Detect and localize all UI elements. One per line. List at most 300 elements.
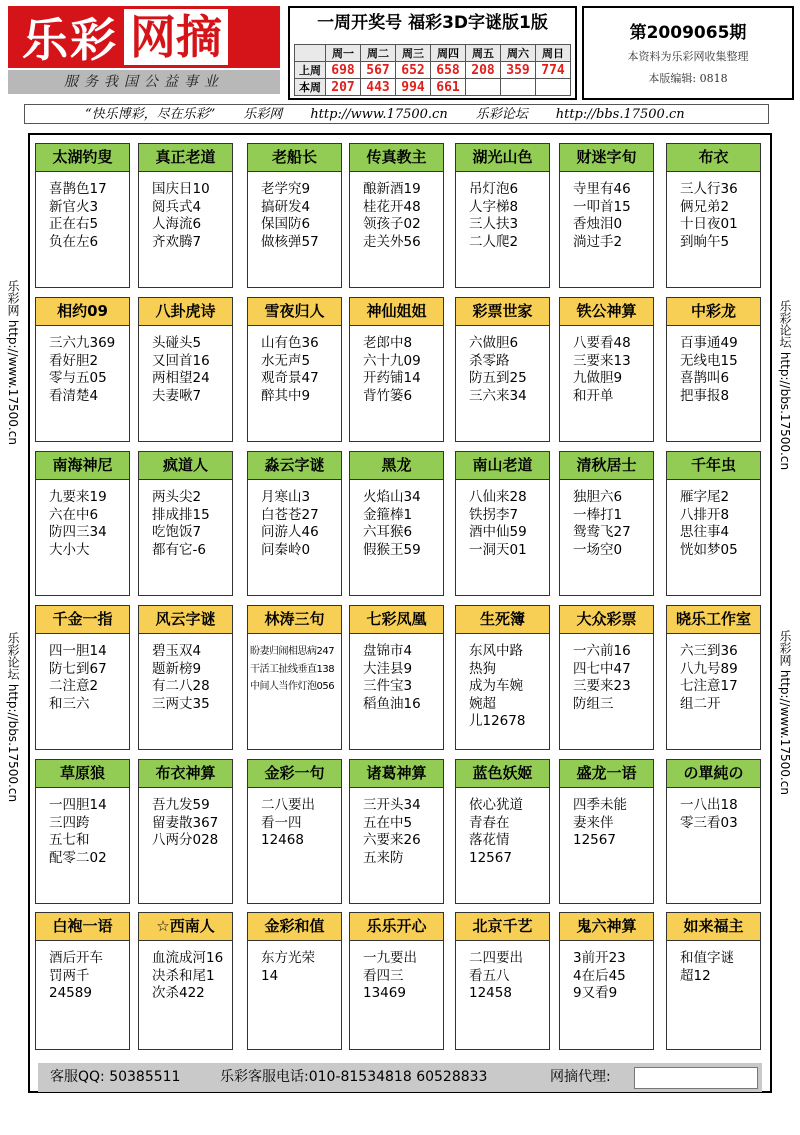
riddle-card <box>666 605 761 750</box>
riddle-line: 八要看48 <box>573 335 631 351</box>
riddle-card-title: 传真教主 <box>350 144 443 172</box>
riddle-line: 把事报8 <box>680 387 730 404</box>
draw-number: 658 <box>431 62 466 79</box>
riddle-line: 吃饱饭7 <box>152 524 202 540</box>
riddle-line: 寺里有46 <box>573 181 631 197</box>
riddle-line: 三要来13 <box>573 352 631 369</box>
riddle-card <box>455 451 550 596</box>
riddle-line: 一六前16 <box>573 643 631 659</box>
riddle-line: 六十九09 <box>363 352 421 369</box>
riddle-card-title: 诸葛神算 <box>350 760 443 788</box>
draw-number <box>466 79 501 96</box>
draw-number: 994 <box>396 79 431 96</box>
riddle-line: 干活工扯线垂直138 <box>250 663 335 675</box>
site-name: 乐彩网 <box>243 107 283 122</box>
riddle-line: 六做胆6 <box>469 335 519 351</box>
riddle-card <box>666 297 761 442</box>
riddle-card-body <box>350 634 443 713</box>
riddle-card-body <box>560 941 653 1003</box>
riddle-card-title: 大众彩票 <box>560 606 653 634</box>
riddle-line: 酒后开车 <box>49 950 103 966</box>
riddle-card-body <box>350 480 443 559</box>
riddle-card-title: 北京千艺 <box>456 913 549 941</box>
editor-note: 本版编辑: 0818 <box>648 72 728 85</box>
forum-name: 乐彩论坛 <box>475 107 528 122</box>
riddle-card-body <box>667 941 760 985</box>
riddle-card <box>138 451 233 596</box>
riddle-card <box>666 143 761 288</box>
riddle-card-title: 如来福主 <box>667 913 760 941</box>
weekday-header: 周一 <box>326 45 361 62</box>
draw-number: 567 <box>361 62 396 79</box>
riddle-line: 六耳猴6 <box>363 524 413 540</box>
riddle-card <box>138 759 233 904</box>
riddle-card-title: 淼云字谜 <box>248 452 341 480</box>
riddle-line: 又回首16 <box>152 352 210 369</box>
draw-number: 652 <box>396 62 431 79</box>
riddle-line: 三件宝3 <box>363 678 413 694</box>
riddle-card <box>35 451 130 596</box>
riddle-line: 碧玉双4 <box>152 643 202 659</box>
riddle-card-body <box>248 480 341 559</box>
riddle-line: 人字梯8 <box>469 198 519 215</box>
riddle-line: 到晌午5 <box>680 233 730 250</box>
riddle-card-title: 老船长 <box>248 144 341 172</box>
riddle-line: 水无声5 <box>261 352 311 369</box>
riddle-card-title: 金彩和值 <box>248 913 341 941</box>
riddle-card <box>559 912 654 1050</box>
riddle-line: 大小大 <box>49 541 90 558</box>
riddle-line: 4在后45 <box>573 967 626 984</box>
riddle-card-title: 晓乐工作室 <box>667 606 760 634</box>
riddle-line: 问秦岭0 <box>261 541 311 558</box>
riddle-card-title: 盛龙一语 <box>560 760 653 788</box>
riddle-card-body <box>36 172 129 251</box>
draw-number: 774 <box>536 62 571 79</box>
riddle-card-title: 湖光山色 <box>456 144 549 172</box>
riddle-line: 问游人46 <box>261 524 319 540</box>
slogan: 服务我国公益事业 <box>8 70 280 94</box>
riddle-line: 负在左6 <box>49 233 99 250</box>
riddle-line: 组二开 <box>680 695 721 712</box>
riddle-line: 八两分028 <box>152 832 219 848</box>
riddle-card-body <box>560 788 653 850</box>
riddle-line: 妻来伴 <box>573 814 614 831</box>
riddle-line: 成为车婉 <box>469 678 523 694</box>
site-link[interactable]: http://www.17500.cn <box>310 107 448 122</box>
riddle-line: 正在右5 <box>49 216 99 232</box>
riddle-line: 喜鹊色17 <box>49 181 107 197</box>
service-phone: 乐彩客服电话:010-81534818 60528833 <box>220 1069 488 1085</box>
riddle-card-title: 林涛三句 <box>248 606 341 634</box>
riddle-line: 防七到67 <box>49 660 107 677</box>
side-text-right-top: 乐彩论坛 http://bbs.17500.cn <box>778 300 792 471</box>
riddle-line: 东方光荣 <box>261 950 315 966</box>
riddle-card-body <box>456 634 549 731</box>
riddle-card-body <box>667 788 760 832</box>
riddle-line: 桂花开48 <box>363 198 421 215</box>
riddle-card-title: 疯道人 <box>139 452 232 480</box>
riddle-card <box>349 912 444 1050</box>
riddle-card <box>666 759 761 904</box>
riddle-line: 新官火3 <box>49 198 99 215</box>
riddle-line: 13469 <box>363 985 406 1001</box>
riddle-line: 防四三34 <box>49 524 107 540</box>
riddle-card <box>559 451 654 596</box>
riddle-card-title: 黑龙 <box>350 452 443 480</box>
motto-bar <box>24 104 769 124</box>
riddle-card-title: 真正老道 <box>139 144 232 172</box>
riddle-line: 背竹篓6 <box>363 387 413 404</box>
riddle-line: 一九要出 <box>363 950 417 966</box>
riddle-card-title: 风云字谜 <box>139 606 232 634</box>
riddle-line: 八仙来28 <box>469 489 527 505</box>
riddle-line: 14 <box>261 967 279 984</box>
weekday-header: 周日 <box>536 45 571 62</box>
riddle-line: 青春在 <box>469 814 510 831</box>
riddle-card-title: の單純の <box>667 760 760 788</box>
riddle-line: 八排开8 <box>680 506 730 523</box>
riddle-card-title: 布衣 <box>667 144 760 172</box>
riddle-line: 夫妻啾7 <box>152 387 202 404</box>
riddle-card-title: 白袍一语 <box>36 913 129 941</box>
riddle-card-body <box>139 634 232 713</box>
riddle-card-title: 蓝色妖姬 <box>456 760 549 788</box>
riddle-card-title: 相约09 <box>36 298 129 326</box>
riddle-card-body <box>350 941 443 1003</box>
riddle-line: 儿12678 <box>469 713 526 729</box>
logo-text-b: 网摘 <box>124 9 228 65</box>
riddle-card <box>349 297 444 442</box>
forum-link[interactable]: http://bbs.17500.cn <box>555 107 685 122</box>
row-label: 本周 <box>295 79 326 96</box>
riddle-card-title: 鬼六神算 <box>560 913 653 941</box>
riddle-card-title: 彩票世家 <box>456 298 549 326</box>
riddle-card <box>247 605 342 750</box>
riddle-line: 三四跨 <box>49 814 90 831</box>
draw-number <box>501 79 536 96</box>
riddle-card <box>666 912 761 1050</box>
side-text-left-bottom: 乐彩论坛 http://bbs.17500.cn <box>6 632 20 803</box>
riddle-line: 和值字谜 <box>680 950 734 966</box>
draw-number: 443 <box>361 79 396 96</box>
riddle-line: 六在中6 <box>49 506 99 523</box>
riddle-line: 淌过手2 <box>573 233 623 250</box>
weekday-header: 周二 <box>361 45 396 62</box>
riddle-line: 八九号89 <box>680 660 738 677</box>
riddle-line: 依心犹道 <box>469 797 523 813</box>
riddle-line: 阅兵式4 <box>152 198 202 215</box>
riddle-line: 雁字尾2 <box>680 489 730 505</box>
riddle-card-body <box>36 326 129 405</box>
riddle-line: 落花情 <box>469 832 510 848</box>
riddle-card-title: 中彩龙 <box>667 298 760 326</box>
riddle-card-title: 南山老道 <box>456 452 549 480</box>
riddle-card <box>138 605 233 750</box>
riddle-line: 中间人当作灯泡056 <box>250 681 335 692</box>
riddle-line: 次杀422 <box>152 985 205 1001</box>
service-qq: 客服QQ: 50385511 <box>50 1069 181 1085</box>
riddle-line: 两头尖2 <box>152 489 202 505</box>
riddle-card-title: 铁公神算 <box>560 298 653 326</box>
riddle-card-body <box>248 634 341 696</box>
riddle-card-body <box>667 326 760 405</box>
riddle-card <box>349 143 444 288</box>
draw-results-table <box>294 44 571 96</box>
riddle-card <box>35 912 130 1050</box>
row-label: 上周 <box>295 62 326 79</box>
riddle-card <box>247 297 342 442</box>
riddle-card-body <box>560 326 653 405</box>
riddle-card-title: ☆西南人 <box>139 913 232 941</box>
riddle-line: 东风中路 <box>469 643 523 659</box>
riddle-line: 12567 <box>573 832 616 848</box>
riddle-line: 国庆日10 <box>152 181 210 197</box>
riddle-card-title: 千年虫 <box>667 452 760 480</box>
riddle-card <box>35 759 130 904</box>
riddle-card-body <box>456 941 549 1003</box>
riddle-line: 齐欢腾7 <box>152 233 202 250</box>
riddle-line: 24589 <box>49 985 92 1001</box>
motto-quote: “快乐博彩，尽在乐彩” <box>85 107 216 122</box>
riddle-card <box>455 143 550 288</box>
riddle-card-body <box>248 172 341 251</box>
riddle-line: 保国防6 <box>261 216 311 232</box>
riddle-line: 百事通49 <box>680 335 738 351</box>
riddle-line: 零与五05 <box>49 370 107 386</box>
riddle-line: 做核弹57 <box>261 233 319 250</box>
riddle-card-body <box>456 172 549 251</box>
riddle-line: 三两丈35 <box>152 695 210 712</box>
riddle-line: 香烛泪0 <box>573 216 623 232</box>
riddle-line: 三开头34 <box>363 797 421 813</box>
riddle-card-body <box>139 172 232 251</box>
riddle-line: 和开单 <box>573 387 614 404</box>
riddle-line: 独胆六6 <box>573 489 623 505</box>
riddle-card <box>349 451 444 596</box>
riddle-line: 四一胆14 <box>49 643 107 659</box>
riddle-line: 零三看03 <box>680 814 738 831</box>
agent-label: 网摘代理: <box>550 1069 611 1085</box>
source-note: 本资料为乐彩网收集整理 <box>627 50 749 63</box>
weekday-header: 周四 <box>431 45 466 62</box>
riddle-card-title: 太湖钓叟 <box>36 144 129 172</box>
riddle-line: 铁拐李7 <box>469 506 519 523</box>
riddle-card <box>35 605 130 750</box>
riddle-line: 杀零路 <box>469 352 510 369</box>
riddle-card-title: 财迷字旬 <box>560 144 653 172</box>
riddle-line: 盘锦市4 <box>363 643 413 659</box>
riddle-card-body <box>248 788 341 850</box>
riddle-line: 观奇景47 <box>261 370 319 386</box>
riddle-line: 九做胆9 <box>573 370 623 386</box>
riddle-card-body <box>560 634 653 713</box>
riddle-line: 酒中仙59 <box>469 524 527 540</box>
riddle-card <box>455 759 550 904</box>
riddle-line: 12567 <box>469 849 512 866</box>
issue-number: 第2009065期 <box>629 23 747 43</box>
riddle-line: 三要来23 <box>573 678 631 694</box>
riddle-card-body <box>667 480 760 559</box>
riddle-card <box>349 759 444 904</box>
riddle-card <box>666 451 761 596</box>
riddle-card-body <box>248 326 341 405</box>
riddle-card <box>559 297 654 442</box>
riddle-line: 开药铺14 <box>363 370 421 386</box>
riddle-line: 看一四 <box>261 814 302 831</box>
riddle-card-title: 千金一指 <box>36 606 129 634</box>
riddle-line: 领孩子02 <box>363 216 421 232</box>
riddle-card-title: 金彩一句 <box>248 760 341 788</box>
riddle-line: 婉超 <box>469 695 496 712</box>
riddle-card <box>559 143 654 288</box>
riddle-line: 决杀和尾1 <box>152 967 215 984</box>
riddle-line: 四季未能 <box>573 797 627 813</box>
riddle-line: 山有色36 <box>261 335 319 351</box>
riddle-line: 鸳鸯飞27 <box>573 524 631 540</box>
riddle-card-body <box>667 634 760 713</box>
riddle-line: 看好胆2 <box>49 352 99 369</box>
riddle-line: 五来防 <box>363 849 404 866</box>
riddle-card <box>455 605 550 750</box>
draw-title: 一周开奖号 福彩3D字谜版1版 <box>317 13 548 33</box>
riddle-line: 二八要出 <box>261 797 315 813</box>
riddle-line: 防组三 <box>573 695 614 712</box>
riddle-card-body <box>560 172 653 251</box>
riddle-line: 一场空0 <box>573 541 623 558</box>
riddle-line: 无线电15 <box>680 352 738 369</box>
riddle-line: 配零二02 <box>49 849 107 866</box>
riddle-line: 三六来34 <box>469 387 527 404</box>
riddle-card-title: 神仙姐姐 <box>350 298 443 326</box>
riddle-card-title: 七彩凤凰 <box>350 606 443 634</box>
riddle-card-body <box>36 634 129 713</box>
riddle-card-title: 生死簿 <box>456 606 549 634</box>
riddle-line: 看四三 <box>363 967 404 984</box>
footer-bar <box>38 1063 762 1092</box>
riddle-card <box>455 912 550 1050</box>
riddle-line: 9又看9 <box>573 985 618 1001</box>
riddle-card <box>455 297 550 442</box>
logo <box>8 6 280 68</box>
riddle-line: 罚两千 <box>49 967 90 984</box>
riddle-line: 恍如梦05 <box>680 541 738 558</box>
riddle-card-body <box>36 480 129 559</box>
riddle-line: 一叩首15 <box>573 198 631 215</box>
riddle-line: 盼妻归闹相思病247 <box>250 646 335 657</box>
riddle-card <box>35 297 130 442</box>
riddle-line: 12468 <box>261 832 304 848</box>
riddle-line: 留妻散367 <box>152 814 219 831</box>
riddle-line: 五在中5 <box>363 814 413 831</box>
issue-panel <box>582 6 794 100</box>
riddle-line: 人海流6 <box>152 216 202 232</box>
riddle-line: 月寒山3 <box>261 489 311 505</box>
riddle-card-body <box>456 326 549 405</box>
riddle-card-body <box>139 326 232 405</box>
riddle-line: 三人行36 <box>680 181 738 197</box>
riddle-card-title: 布衣神算 <box>139 760 232 788</box>
riddle-card-title: 雪夜归人 <box>248 298 341 326</box>
draw-number: 208 <box>466 62 501 79</box>
side-text-right-bottom: 乐彩网 http://www.17500.cn <box>778 630 792 795</box>
riddle-line: 酿新酒19 <box>363 181 421 197</box>
riddle-card <box>247 143 342 288</box>
riddle-card-body <box>36 788 129 867</box>
riddle-card <box>559 605 654 750</box>
draw-results-panel <box>288 6 577 100</box>
riddle-card <box>138 297 233 442</box>
riddle-line: 老学究9 <box>261 181 311 197</box>
riddle-line: 三人扶3 <box>469 216 519 232</box>
riddle-line: 三六九369 <box>49 335 116 351</box>
riddle-line: 12458 <box>469 985 512 1001</box>
draw-number: 359 <box>501 62 536 79</box>
riddle-card <box>138 912 233 1050</box>
riddle-card-body <box>139 788 232 850</box>
riddle-line: 喜鹊叫6 <box>680 370 730 386</box>
riddle-line: 血流成河16 <box>152 950 224 966</box>
riddle-line: 头碰头5 <box>152 335 202 351</box>
riddle-card-title: 乐乐开心 <box>350 913 443 941</box>
weekday-header: 周三 <box>396 45 431 62</box>
riddle-line: 一八出18 <box>680 797 738 813</box>
riddle-card-title: 南海神尼 <box>36 452 129 480</box>
riddle-card-body <box>667 172 760 251</box>
weekday-header: 周六 <box>501 45 536 62</box>
riddle-card-body <box>456 788 549 867</box>
riddle-card-body <box>350 172 443 251</box>
riddle-line: 五七和 <box>49 832 90 848</box>
riddle-card-body <box>560 480 653 559</box>
riddle-line: 火焰山34 <box>363 489 421 505</box>
riddle-line: 十日夜01 <box>680 216 738 232</box>
riddle-card <box>138 143 233 288</box>
riddle-card <box>247 759 342 904</box>
riddle-line: 排成排15 <box>152 506 210 523</box>
riddle-line: 一洞天01 <box>469 541 527 558</box>
riddle-line: 醉其中9 <box>261 387 311 404</box>
riddle-line: 九要来19 <box>49 489 107 505</box>
riddle-line: 看五八 <box>469 967 510 984</box>
riddle-card-title: 八卦虎诗 <box>139 298 232 326</box>
riddle-card <box>349 605 444 750</box>
draw-number <box>536 79 571 96</box>
draw-number: 661 <box>431 79 466 96</box>
riddle-line: 3前开23 <box>573 950 626 966</box>
riddle-card-title: 清秋居士 <box>560 452 653 480</box>
side-text-left-top: 乐彩网 http://www.17500.cn <box>6 280 20 445</box>
riddle-line: 都有它-6 <box>152 541 206 558</box>
riddle-line: 走关外56 <box>363 233 421 250</box>
riddle-line: 二四要出 <box>469 950 523 966</box>
riddle-line: 二人爬2 <box>469 233 519 250</box>
riddle-line: 超12 <box>680 967 711 984</box>
riddle-line: 一棒打1 <box>573 506 623 523</box>
riddle-card-body <box>350 788 443 867</box>
riddle-line: 老郎中8 <box>363 335 413 351</box>
riddle-line: 大洼县9 <box>363 660 413 677</box>
riddle-card <box>35 143 130 288</box>
agent-input-box[interactable] <box>634 1067 758 1089</box>
riddle-card-title: 草原狼 <box>36 760 129 788</box>
riddle-line: 吾九发59 <box>152 797 210 813</box>
draw-number: 207 <box>326 79 361 96</box>
riddle-line: 吊灯泡6 <box>469 181 519 197</box>
riddle-card-body <box>350 326 443 405</box>
riddle-line: 热狗 <box>469 660 496 677</box>
logo-text-a: 乐彩 <box>22 13 118 67</box>
